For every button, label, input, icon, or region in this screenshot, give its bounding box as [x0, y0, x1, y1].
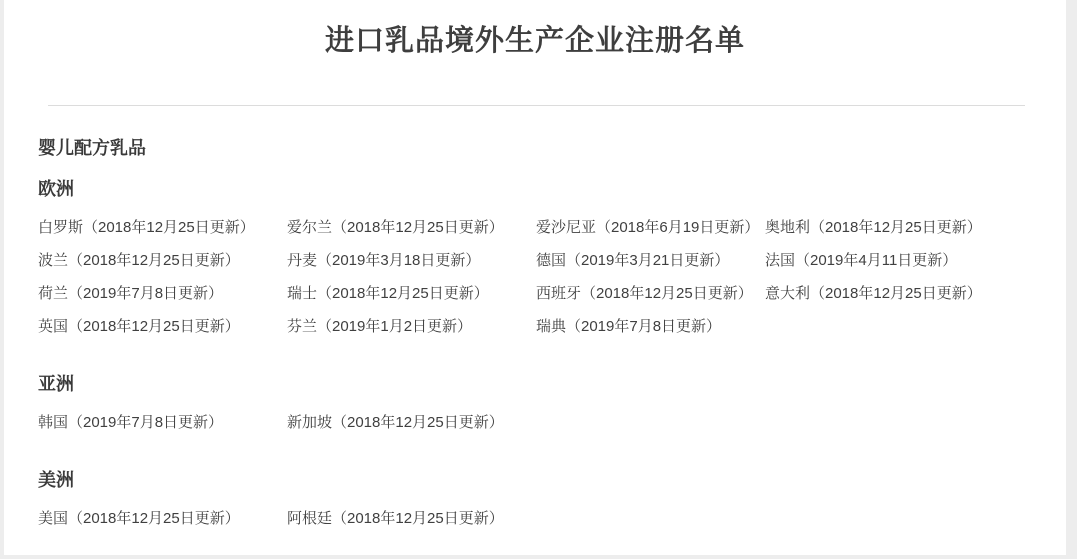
category-header: 婴儿配方乳品	[38, 138, 146, 158]
page-title: 进口乳品境外生产企业注册名单	[324, 25, 745, 57]
region-section-americas	[38, 469, 1046, 530]
country-entry: 瑞士（2018年12月25日更新）	[287, 285, 489, 302]
country-list	[38, 412, 1046, 434]
country-entry: 荷兰（2019年7月8日更新）	[38, 285, 224, 302]
country-entry: 意大利（2018年12月25日更新）	[765, 285, 982, 302]
article-content	[4, 137, 1066, 530]
country-entry: 新加坡（2018年12月25日更新）	[287, 414, 504, 431]
country-entry: 德国（2019年3月21日更新）	[536, 252, 730, 269]
country-entry: 法国（2019年4月11日更新）	[765, 252, 958, 269]
region-header: 美洲	[38, 470, 74, 490]
country-entry: 爱尔兰（2018年12月25日更新）	[287, 219, 504, 236]
country-entry: 奥地利（2018年12月25日更新）	[765, 219, 982, 236]
country-list	[38, 508, 1046, 530]
country-entry: 英国（2018年12月25日更新）	[38, 318, 240, 335]
country-entry: 韩国（2019年7月8日更新）	[38, 414, 224, 431]
country-entry: 丹麦（2019年3月18日更新）	[287, 252, 481, 269]
country-entry: 阿根廷（2018年12月25日更新）	[287, 510, 504, 527]
country-entry: 芬兰（2019年1月2日更新）	[287, 318, 473, 335]
country-entry: 瑞典（2019年7月8日更新）	[536, 318, 722, 335]
region-header: 亚洲	[38, 374, 74, 394]
country-entry: 美国（2018年12月25日更新）	[38, 510, 240, 527]
country-entry: 白罗斯（2018年12月25日更新）	[38, 219, 255, 236]
article-page	[4, 0, 1066, 555]
country-entry: 西班牙（2018年12月25日更新）	[536, 285, 753, 302]
region-header: 欧洲	[38, 179, 74, 199]
country-entry: 爱沙尼亚（2018年6月19日更新）	[536, 219, 760, 236]
region-section-asia	[38, 373, 1046, 434]
country-list	[38, 217, 1046, 338]
region-section-europe	[38, 178, 1046, 338]
country-entry: 波兰（2018年12月25日更新）	[38, 252, 240, 269]
title-divider	[48, 105, 1025, 106]
